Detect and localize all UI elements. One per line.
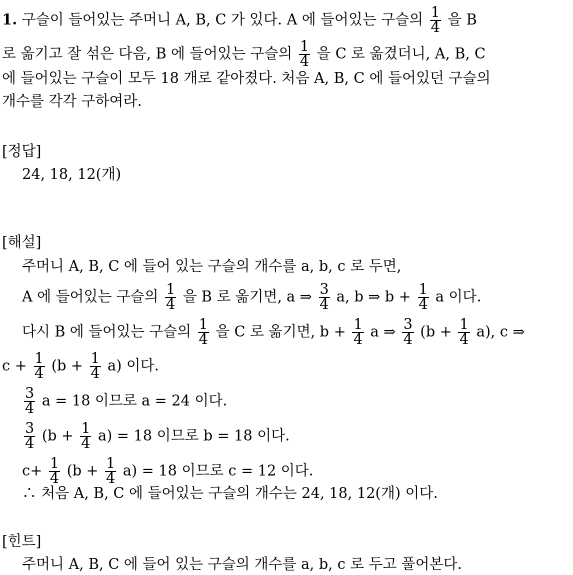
explanation-line-2: A 에 들어있는 구슬의 $\frac{1}{4}$ 을 B 로 옮기면, a ⇒ $\frac{3}{4}$ a, b ⇒ b + $\frac{1}{4}$ a 이다. [22, 282, 482, 313]
problem-number: 1. [2, 11, 18, 29]
fraction: $\frac{1}{4}$ [90, 351, 100, 382]
answer-text: 24, 18, 12(개) [22, 167, 122, 183]
problem-line-2 [2, 40, 486, 69]
explanation-line-1: 주머니 A, B, C 에 들어 있는 구슬의 개수를 a, b, c 로 두면, [22, 259, 402, 275]
explanation-line-6: $\frac{3}{4}$ (b + $\frac{1}{4}$ a) = 18 이므로 b = 18 이다. [25, 421, 290, 452]
explanation-line-7: c+ $\frac{1}{4}$ (b + $\frac{1}{4}$ a) = 18 이므로 c = 12 이다. [22, 456, 314, 487]
fraction: $\frac{3}{4}$ [25, 421, 35, 452]
fraction: $\frac{1}{4}$ [353, 317, 363, 348]
fraction: $\frac{1}{4}$ [165, 282, 176, 313]
fraction: $\frac{1}{4}$ [198, 317, 209, 348]
problem-text: 구슬이 들어있는 주머니 A, B, C 가 있다. A 에 들어있는 구슬의 [21, 12, 424, 29]
fraction: $\frac{1}{4}$ [459, 317, 469, 348]
explanation-line-4: c + $\frac{1}{4}$ (b + $\frac{1}{4}$ a) 이다. [2, 351, 160, 382]
fraction: $\frac{1}{4}$ [81, 421, 91, 452]
problem-line-4: 개수를 각각 구하여라. [2, 94, 142, 110]
answer-header: [정답] [2, 144, 42, 160]
problem-text: 을 C 로 옮겼더니, A, B, C [316, 46, 486, 63]
fraction: $\frac{1}{4}$ [49, 456, 60, 487]
fraction: $\frac{1}{4}$ [418, 282, 428, 313]
fraction: $\frac{1}{4}$ [34, 351, 44, 382]
fraction: $\frac{1}{4}$ [106, 456, 116, 487]
explanation-header: [해설] [2, 235, 42, 251]
hint-text: 주머니 A, B, C 에 들어 있는 구슬의 개수를 a, b, c 로 두고 풀어본다. [22, 557, 462, 573]
explanation-line-8: ∴ 처음 A, B, C 에 들어있는 구슬의 개수는 24, 18, 12(개) 이다. [22, 486, 438, 502]
explanation-line-3: 다시 B 에 들어있는 구슬의 $\frac{1}{4}$ 을 C 로 옮기면, b + $\frac{1}{4}$ a ⇒ $\frac{3}{4}$ (b + $\frac{1}{4}$ a), c ⇒ [22, 317, 525, 348]
explanation-line-5: $\frac{3}{4}$ a = 18 이므로 a = 24 이다. [25, 386, 228, 417]
problem-line-3: 에 들어있는 구슬이 모두 18 개로 같아졌다. 처음 A, B, C 에 들어있던 구슬의 [2, 71, 491, 87]
fraction: $\frac{3}{4}$ [403, 317, 413, 348]
hint-header: [힌트] [2, 534, 42, 550]
problem-text: 을 B [447, 12, 477, 29]
problem-text: 로 옮기고 잘 섞은 다음, B 에 들어있는 구슬의 [2, 46, 293, 63]
problem-line-1 [2, 6, 477, 35]
fraction: $\frac{1}{4}$ [430, 5, 440, 36]
fraction: $\frac{1}{4}$ [299, 39, 310, 70]
fraction: $\frac{3}{4}$ [25, 386, 35, 417]
fraction: $\frac{3}{4}$ [319, 282, 329, 313]
